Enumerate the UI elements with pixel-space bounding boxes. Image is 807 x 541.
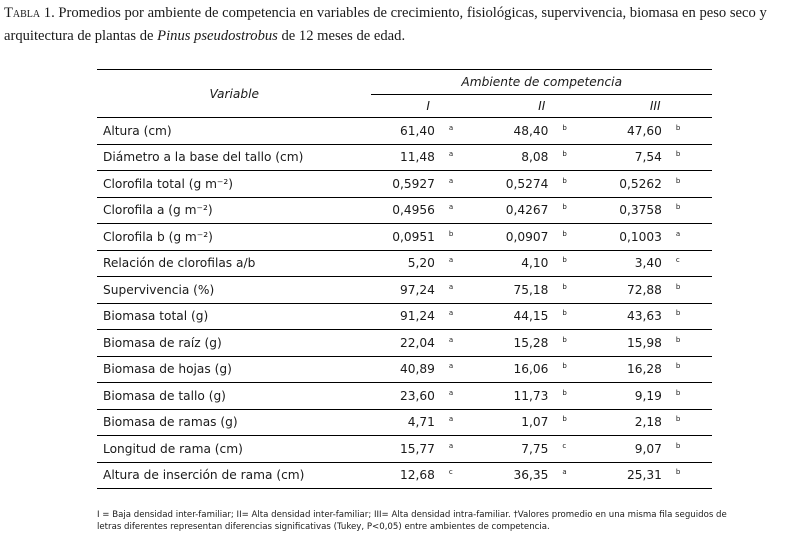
cell-significance-letter: b — [662, 194, 712, 221]
cell-value: 44,15 — [485, 303, 548, 330]
cell-significance-letter: a — [435, 300, 485, 327]
caption-label: Tabla 1. — [4, 5, 55, 21]
cell-value: 61,40 — [371, 118, 434, 144]
cell-significance-letter: a — [662, 221, 712, 248]
cell-value: 36,35 — [485, 462, 548, 489]
table-row — [97, 118, 712, 144]
cell-significance-letter: a — [435, 194, 485, 221]
cell-value: 0,5274 — [485, 171, 548, 198]
row-variable: Supervivencia (%) — [97, 277, 371, 304]
cell-significance-letter: b — [548, 406, 598, 433]
cell-value: 9,19 — [598, 383, 661, 410]
cell-significance-letter: b — [548, 221, 598, 248]
cell-significance-letter: b — [548, 115, 598, 141]
cell-significance-letter: c — [662, 247, 712, 274]
cell-significance-letter: a — [435, 141, 485, 168]
table-row — [97, 436, 712, 463]
cell-value: 7,54 — [598, 144, 661, 171]
cell-significance-letter: a — [435, 247, 485, 274]
cell-value: 25,31 — [598, 462, 661, 489]
cell-significance-letter: b — [662, 300, 712, 327]
cell-value: 0,3758 — [598, 197, 661, 224]
cell-significance-letter: b — [548, 194, 598, 221]
cell-value: 16,06 — [485, 356, 548, 383]
cell-value: 48,40 — [485, 118, 548, 144]
table-row — [97, 356, 712, 383]
cell-significance-letter: b — [662, 380, 712, 407]
cell-significance-letter: a — [435, 327, 485, 354]
cell-value: 43,63 — [598, 303, 661, 330]
cell-significance-letter: b — [662, 406, 712, 433]
cell-value: 22,04 — [371, 330, 434, 357]
cell-value: 11,73 — [485, 383, 548, 410]
table-row — [97, 197, 712, 224]
table-row — [97, 277, 712, 304]
row-variable: Relación de clorofilas a/b — [97, 250, 371, 277]
cell-significance-letter: a — [435, 380, 485, 407]
cell-significance-letter: a — [548, 459, 598, 486]
cell-significance-letter: c — [435, 459, 485, 486]
cell-value: 15,28 — [485, 330, 548, 357]
row-variable: Longitud de rama (cm) — [97, 436, 371, 463]
cell-significance-letter: b — [662, 459, 712, 486]
cell-significance-letter: b — [548, 380, 598, 407]
cell-significance-letter: b — [548, 353, 598, 380]
table-row — [97, 462, 712, 489]
cell-value: 12,68 — [371, 462, 434, 489]
cell-value: 5,20 — [371, 250, 434, 277]
header-col-ii: II — [538, 99, 546, 113]
cell-significance-letter: b — [548, 327, 598, 354]
cell-significance-letter: a — [435, 274, 485, 301]
table-row — [97, 171, 712, 198]
table-footnote: I = Baja densidad inter-familiar; II= Alta densidad inter-familiar; III= Alta densidad intra-familiar. †Valores promedio en una misma fila seguidos de letras diferentes representan diferencias significativas (Tukey, P<0,05) entre ambientes de competencia. — [97, 510, 727, 532]
cell-significance-letter: b — [662, 433, 712, 460]
cell-significance-letter: b — [435, 221, 485, 248]
cell-significance-letter: b — [548, 168, 598, 195]
row-variable: Clorofila a (g m⁻²) — [97, 197, 371, 224]
cell-value: 0,0951 — [371, 224, 434, 251]
data-table — [97, 69, 712, 489]
cell-value: 0,4267 — [485, 197, 548, 224]
cell-value: 2,18 — [598, 409, 661, 436]
caption-text-after: de 12 meses de edad. — [277, 27, 406, 44]
cell-significance-letter: b — [548, 300, 598, 327]
cell-value: 0,4956 — [371, 197, 434, 224]
cell-significance-letter: a — [435, 433, 485, 460]
table-row — [97, 144, 712, 171]
cell-value: 0,1003 — [598, 224, 661, 251]
cell-value: 91,24 — [371, 303, 434, 330]
cell-value: 23,60 — [371, 383, 434, 410]
table-row — [97, 383, 712, 410]
cell-significance-letter: b — [662, 141, 712, 168]
cell-value: 4,10 — [485, 250, 548, 277]
cell-value: 11,48 — [371, 144, 434, 171]
cell-value: 1,07 — [485, 409, 548, 436]
cell-significance-letter: b — [662, 327, 712, 354]
row-variable: Altura (cm) — [97, 118, 371, 144]
table-row — [97, 330, 712, 357]
cell-value: 47,60 — [598, 118, 661, 144]
cell-value: 3,40 — [598, 250, 661, 277]
row-variable: Clorofila b (g m⁻²) — [97, 224, 371, 251]
row-variable: Biomasa de ramas (g) — [97, 409, 371, 436]
cell-significance-letter: b — [548, 141, 598, 168]
cell-significance-letter: b — [662, 274, 712, 301]
caption-species: Pinus pseudostrobus — [157, 27, 278, 44]
header-col-iii: III — [649, 99, 661, 113]
cell-value: 0,0907 — [485, 224, 548, 251]
cell-significance-letter: a — [435, 353, 485, 380]
table-row — [97, 224, 712, 251]
row-variable: Diámetro a la base del tallo (cm) — [97, 144, 371, 171]
cell-value: 0,5927 — [371, 171, 434, 198]
row-variable: Biomasa total (g) — [97, 303, 371, 330]
cell-value: 40,89 — [371, 356, 434, 383]
table-row — [97, 303, 712, 330]
cell-significance-letter: b — [662, 168, 712, 195]
cell-significance-letter: a — [435, 115, 485, 141]
table-row — [97, 409, 712, 436]
header-col-i: I — [426, 99, 430, 113]
cell-significance-letter: b — [662, 115, 712, 141]
row-variable: Biomasa de raíz (g) — [97, 330, 371, 357]
cell-significance-letter: c — [548, 433, 598, 460]
cell-significance-letter: b — [548, 274, 598, 301]
cell-significance-letter: a — [435, 168, 485, 195]
header-variable: Variable — [209, 86, 259, 101]
row-variable: Altura de inserción de rama (cm) — [97, 462, 371, 489]
cell-significance-letter: b — [548, 247, 598, 274]
cell-value: 4,71 — [371, 409, 434, 436]
cell-value: 72,88 — [598, 277, 661, 304]
cell-value: 75,18 — [485, 277, 548, 304]
caption-text-before: Promedios por ambiente de competencia en variables de crecimiento, fisiológicas, supervivencia, biomasa en peso seco y arquitectura de plantas de — [4, 5, 767, 44]
cell-significance-letter: a — [435, 406, 485, 433]
row-variable: Clorofila total (g m⁻²) — [97, 171, 371, 198]
cell-value: 0,5262 — [598, 171, 661, 198]
header-row-group — [97, 70, 712, 95]
cell-value: 7,75 — [485, 436, 548, 463]
cell-value: 15,77 — [371, 436, 434, 463]
cell-value: 97,24 — [371, 277, 434, 304]
cell-value: 9,07 — [598, 436, 661, 463]
cell-value: 15,98 — [598, 330, 661, 357]
row-variable: Biomasa de hojas (g) — [97, 356, 371, 383]
header-ambiente: Ambiente de competencia — [371, 70, 712, 95]
cell-value: 16,28 — [598, 356, 661, 383]
row-variable: Biomasa de tallo (g) — [97, 383, 371, 410]
table-caption — [4, 2, 807, 47]
table-row — [97, 250, 712, 277]
cell-value: 8,08 — [485, 144, 548, 171]
cell-significance-letter: b — [662, 353, 712, 380]
